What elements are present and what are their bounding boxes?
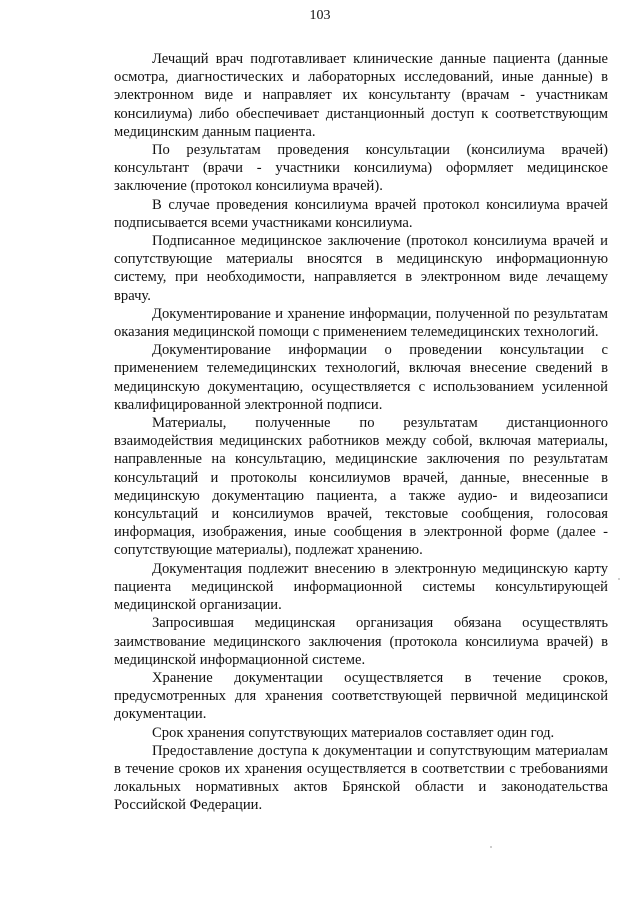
paragraph-9: Запросившая медицинская организация обязана осуществлять заимствование медицинского заключения (протокола консилиума врачей) в медицинской информационной системе.: [114, 615, 608, 668]
paragraph-4: Подписанное медицинское заключение (протокол консилиума врачей и сопутствующие материалы вносятся в медицинскую информационную систему, при необходимости, направляется в электронном виде лечащему врачу.: [114, 233, 608, 304]
paragraph-10: Хранение документации осуществляется в течение сроков, предусмотренных для хранения соответствующей первичной медицинской документации.: [114, 669, 608, 723]
paragraph-11: Срок хранения сопутствующих материалов составляет один год.: [152, 724, 555, 741]
page-number: 103: [309, 8, 331, 23]
paragraph-12: Предоставление доступа к документации и сопутствующим материалам в течение сроков их хранения осуществляется в соответствии с требованиями локальных нормативных актов Брянской области и законодательства Российской Федерации.: [114, 742, 608, 814]
paragraph-8: Документация подлежит внесению в электронную медицинскую карту пациента медицинской информационной системы консультирующей медицинской организации.: [114, 560, 608, 614]
body-text: [114, 50, 608, 815]
paragraph-1: Лечащий врач подготавливает клинические данные пациента (данные осмотра, диагностических и лабораторных исследований, иные данные) в электронном виде и направляет их консультанту (врачам - участникам консилиума) либо обеспечивает дистанционный доступ к соответствующим медицинским данным пациента.: [114, 51, 608, 140]
paragraph-7: Материалы, полученные по результатам дистанционного взаимодействия медицинских работников между собой, включая материалы, направленные на консультацию, медицинские заключения по результатам консультаций и протоколы консилиумов врачей, данные, внесенные в медицинскую документацию пациента, а также аудио- и видеозаписи консультаций и консилиумов врачей, текстовые сообщения, голосовая информация, изображения, иные сообщения в электронной форме (далее - сопутствующие материалы), подлежат хранению.: [114, 415, 608, 559]
paragraph-6: Документирование информации о проведении консультации с применением телемедицинских технологий, включая внесение сведений в медицинскую документацию, осуществляется с использованием усиленной квалифицированной электронной подписи.: [114, 342, 608, 413]
scan-speck: [618, 578, 620, 580]
paragraph-5: Документирование и хранение информации, полученной по результатам оказания медицинской помощи с применением телемедицинских технологий.: [114, 305, 608, 341]
scan-speck: [490, 846, 492, 848]
paragraph-2: По результатам проведения консультации (консилиума врачей) консультант (врачи - участники консилиума) оформляет медицинское заключение (протокол консилиума врачей).: [114, 142, 608, 195]
paragraph-3: В случае проведения консилиума врачей протокол консилиума врачей подписывается всеми участниками консилиума.: [114, 196, 608, 231]
